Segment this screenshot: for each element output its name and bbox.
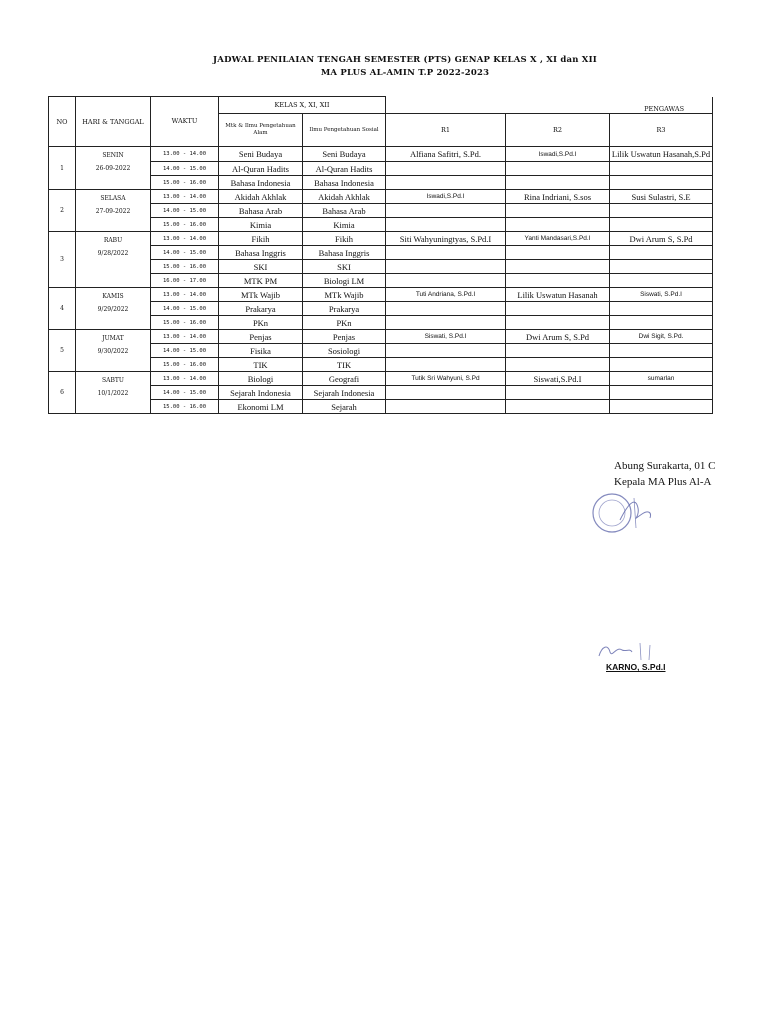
supervisor-r1: Tuti Andriana, S.Pd.I (386, 288, 506, 302)
supervisor-r1 (386, 316, 506, 330)
subject-iis: Prakarya (303, 302, 386, 316)
subject-iis: MTk Wajib (303, 288, 386, 302)
table-row (49, 288, 713, 302)
subject-mia: MTk Wajib (219, 288, 303, 302)
time-slot: 13.00 - 14.00 (151, 232, 219, 246)
subject-mia: TIK (219, 358, 303, 372)
document-subtitle: MA PLUS AL-AMIN T.P 2022-2023 (320, 68, 490, 78)
subject-iis: Geografi (303, 372, 386, 386)
exam-date: 9/28/2022 (97, 250, 129, 257)
day-date-cell (76, 372, 151, 414)
header-time: WAKTU (151, 97, 219, 147)
row-number: 6 (49, 372, 76, 414)
table-row (49, 147, 713, 162)
supervisor-r2 (506, 386, 610, 400)
supervisor-r1 (386, 218, 506, 232)
signature-icon (596, 640, 666, 662)
time-slot: 15.00 - 16.00 (151, 358, 219, 372)
day-name: SABTU (102, 377, 124, 384)
day-name: JUMAT (102, 335, 124, 342)
time-slot: 14.00 - 15.00 (151, 246, 219, 260)
place-date: Abung Surakarta, 01 C (614, 460, 716, 472)
time-slot: 13.00 - 14.00 (151, 147, 219, 162)
table-row (49, 330, 713, 344)
supervisor-r2: Dwi Arum S, S.Pd (506, 330, 610, 344)
exam-date: 10/1/2022 (97, 390, 129, 397)
subject-iis: Kimia (303, 218, 386, 232)
supervisor-r3 (610, 400, 713, 414)
time-slot: 14.00 - 15.00 (151, 344, 219, 358)
subject-mia: Al-Quran Hadits (219, 162, 303, 176)
schedule-body (49, 147, 713, 414)
time-slot: 13.00 - 14.00 (151, 372, 219, 386)
supervisor-r1 (386, 274, 506, 288)
supervisor-r2: Yanti Mandasari,S.Pd.I (506, 232, 610, 246)
document-title: JADWAL PENILAIAN TENGAH SEMESTER (PTS) GENAP KELAS X , XI dan XII (213, 55, 597, 65)
day-date-cell (76, 288, 151, 330)
time-slot: 15.00 - 16.00 (151, 260, 219, 274)
supervisor-r1 (386, 162, 506, 176)
supervisor-r2 (506, 316, 610, 330)
supervisor-r3: Siswati, S.Pd.I (610, 288, 713, 302)
subject-mia: Seni Budaya (219, 147, 303, 162)
time-slot: 15.00 - 16.00 (151, 316, 219, 330)
time-slot: 14.00 - 15.00 (151, 386, 219, 400)
supervisor-r3 (610, 302, 713, 316)
subject-mia: Biologi (219, 372, 303, 386)
supervisor-r1: Iswadi,S.Pd.I (386, 190, 506, 204)
header-r2: R2 (506, 114, 610, 147)
supervisor-r3 (610, 344, 713, 358)
day-name: RABU (103, 237, 123, 244)
signatory-position: Kepala MA Plus Al-A (614, 476, 712, 488)
exam-date: 9/29/2022 (97, 306, 129, 313)
supervisor-r2: Rina Indriani, S.sos (506, 190, 610, 204)
day-name: SENIN (102, 152, 124, 159)
supervisor-r1 (386, 386, 506, 400)
supervisor-r2: Iswadi,S.Pd.I (506, 147, 610, 162)
subject-iis: Sejarah (303, 400, 386, 414)
supervisor-r2: Siswati,S.Pd.I (506, 372, 610, 386)
day-name: SELASA (100, 195, 126, 202)
supervisor-r3 (610, 176, 713, 190)
supervisor-r2 (506, 302, 610, 316)
subject-mia: PKn (219, 316, 303, 330)
day-date-cell (76, 190, 151, 232)
header-mia: Mtk & Ilmu Pengetahuan Alam (219, 114, 303, 147)
time-slot: 13.00 - 14.00 (151, 288, 219, 302)
supervisor-r3 (610, 204, 713, 218)
supervisor-r3 (610, 246, 713, 260)
school-stamp-icon (590, 490, 660, 536)
day-date-cell (76, 330, 151, 372)
subject-iis: SKI (303, 260, 386, 274)
subject-iis: Fikih (303, 232, 386, 246)
supervisor-r3 (610, 218, 713, 232)
header-r1: R1 (386, 114, 506, 147)
supervisor-r3 (610, 260, 713, 274)
subject-iis: Akidah Akhlak (303, 190, 386, 204)
day-name: KAMIS (102, 293, 124, 300)
supervisor-r1 (386, 400, 506, 414)
subject-iis: PKn (303, 316, 386, 330)
subject-mia: Fikih (219, 232, 303, 246)
table-row (49, 372, 713, 386)
time-slot: 14.00 - 15.00 (151, 162, 219, 176)
time-slot: 15.00 - 16.00 (151, 176, 219, 190)
supervisor-r2 (506, 344, 610, 358)
exam-date: 27-09-2022 (95, 208, 131, 215)
subject-mia: Fisika (219, 344, 303, 358)
day-date-cell (76, 147, 151, 190)
header-day-date: HARI & TANGGAL (76, 97, 151, 147)
supervisor-r1: Alfiana Safitri, S.Pd. (386, 147, 506, 162)
time-slot: 13.00 - 14.00 (151, 190, 219, 204)
subject-mia: Sejarah Indonesia (219, 386, 303, 400)
header-supervisor: PENGAWAS (386, 97, 713, 114)
subject-iis: Bahasa Arab (303, 204, 386, 218)
header-class-group: KELAS X, XI, XII (219, 97, 386, 114)
subject-iis: Sejarah Indonesia (303, 386, 386, 400)
subject-iis: Al-Quran Hadits (303, 162, 386, 176)
subject-mia: SKI (219, 260, 303, 274)
schedule-table (48, 96, 713, 414)
table-row (49, 232, 713, 246)
supervisor-r3 (610, 316, 713, 330)
subject-iis: Bahasa Inggris (303, 246, 386, 260)
supervisor-r2 (506, 358, 610, 372)
supervisor-r1: Tutik Sri Wahyuni, S.Pd (386, 372, 506, 386)
subject-mia: Penjas (219, 330, 303, 344)
supervisor-r2 (506, 162, 610, 176)
subject-iis: Seni Budaya (303, 147, 386, 162)
subject-iis: TIK (303, 358, 386, 372)
exam-date: 9/30/2022 (97, 348, 129, 355)
subject-iis: Sosiologi (303, 344, 386, 358)
row-number: 4 (49, 288, 76, 330)
supervisor-r2 (506, 400, 610, 414)
supervisor-r2: Lilik Uswatun Hasanah (506, 288, 610, 302)
subject-mia: Kimia (219, 218, 303, 232)
subject-mia: Akidah Akhlak (219, 190, 303, 204)
supervisor-r1 (386, 176, 506, 190)
subject-iis: Penjas (303, 330, 386, 344)
subject-mia: Prakarya (219, 302, 303, 316)
supervisor-r2 (506, 204, 610, 218)
subject-mia: Bahasa Indonesia (219, 176, 303, 190)
supervisor-r2 (506, 218, 610, 232)
day-date-cell (76, 232, 151, 288)
supervisor-r1 (386, 302, 506, 316)
supervisor-r1 (386, 246, 506, 260)
supervisor-r1: Siti Wahyuningtyas, S.Pd.I (386, 232, 506, 246)
supervisor-r1: Siswati, S.Pd.I (386, 330, 506, 344)
time-slot: 14.00 - 15.00 (151, 204, 219, 218)
time-slot: 15.00 - 16.00 (151, 400, 219, 414)
exam-date: 26-09-2022 (95, 165, 131, 172)
time-slot: 13.00 - 14.00 (151, 330, 219, 344)
row-number: 2 (49, 190, 76, 232)
supervisor-r2 (506, 260, 610, 274)
supervisor-r1 (386, 358, 506, 372)
header-iis: Ilmu Pengetahuan Sosial (303, 114, 386, 147)
subject-iis: Biologi LM (303, 274, 386, 288)
supervisor-r3: Susi Sulastri, S.E (610, 190, 713, 204)
time-slot: 15.00 - 16.00 (151, 218, 219, 232)
supervisor-r2 (506, 246, 610, 260)
subject-mia: Bahasa Inggris (219, 246, 303, 260)
time-slot: 14.00 - 15.00 (151, 302, 219, 316)
header-r3: R3 (610, 114, 713, 147)
supervisor-r1 (386, 260, 506, 274)
supervisor-r3: Lilik Uswatun Hasanah,S.Pd (610, 147, 713, 162)
supervisor-r3: Dwi Arum S, S.Pd (610, 232, 713, 246)
table-row (49, 190, 713, 204)
subject-mia: MTK PM (219, 274, 303, 288)
supervisor-r3 (610, 386, 713, 400)
supervisor-r2 (506, 176, 610, 190)
subject-iis: Bahasa Indonesia (303, 176, 386, 190)
supervisor-r3: Dwi Sigit, S.Pd. (610, 330, 713, 344)
row-number: 3 (49, 232, 76, 288)
supervisor-r1 (386, 344, 506, 358)
row-number: 1 (49, 147, 76, 190)
supervisor-r1 (386, 204, 506, 218)
time-slot: 16.00 - 17.00 (151, 274, 219, 288)
supervisor-r3 (610, 274, 713, 288)
signatory-name: KARNO, S.Pd.I (606, 662, 666, 672)
row-number: 5 (49, 330, 76, 372)
supervisor-r3 (610, 358, 713, 372)
supervisor-r3: sumarlan (610, 372, 713, 386)
subject-mia: Ekonomi LM (219, 400, 303, 414)
supervisor-r2 (506, 274, 610, 288)
supervisor-r3 (610, 162, 713, 176)
header-no: NO (49, 97, 76, 147)
subject-mia: Bahasa Arab (219, 204, 303, 218)
